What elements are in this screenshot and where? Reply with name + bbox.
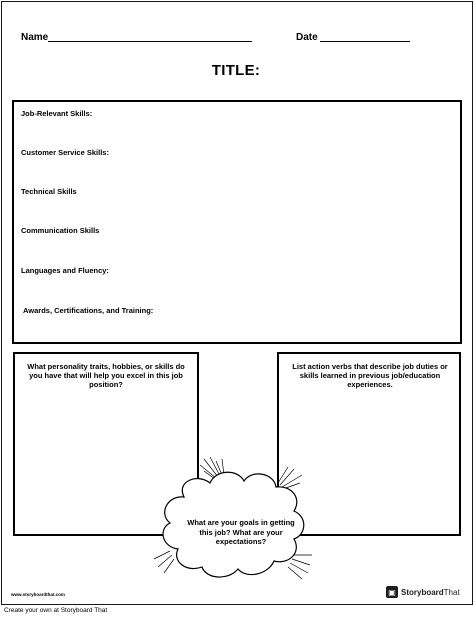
skill-awards: Awards, Certifications, and Training: [23,306,154,315]
burst-right-icon [278,467,302,489]
traits-prompt: What personality traits, hobbies, or skills do you have that will help you excel in this job position? [27,362,185,389]
skill-technical: Technical Skills [21,187,77,196]
name-input-line[interactable] [48,41,252,42]
skill-job-relevant: Job-Relevant Skills: [21,109,93,118]
storyboard-that-logo[interactable] [386,586,460,598]
skill-customer-service: Customer Service Skills: [21,148,109,157]
burst-bottom-right-icon [288,555,312,579]
worksheet-title: TITLE: [211,62,261,79]
logo-light-text: That [443,587,460,597]
skill-communication: Communication Skills [21,226,100,235]
footer-credit[interactable]: Create your own at Storyboard That [4,607,108,614]
date-input-line[interactable] [320,41,410,42]
date-label: Date [296,32,318,43]
burst-bottom-left-icon [154,551,174,573]
skill-languages: Languages and Fluency: [21,266,109,275]
action-verbs-prompt: List action verbs that describe job duties or skills learned in previous job/education experiences. [292,362,448,389]
goals-prompt: What are your goals in getting this job? What are your expectations? [187,518,295,546]
site-url[interactable]: www.storyboardthat.com [11,592,65,597]
logo-bold-text: Storyboard [401,587,444,597]
storyboard-that-logo-icon: ▣ [386,586,398,598]
name-label: Name [21,32,49,43]
